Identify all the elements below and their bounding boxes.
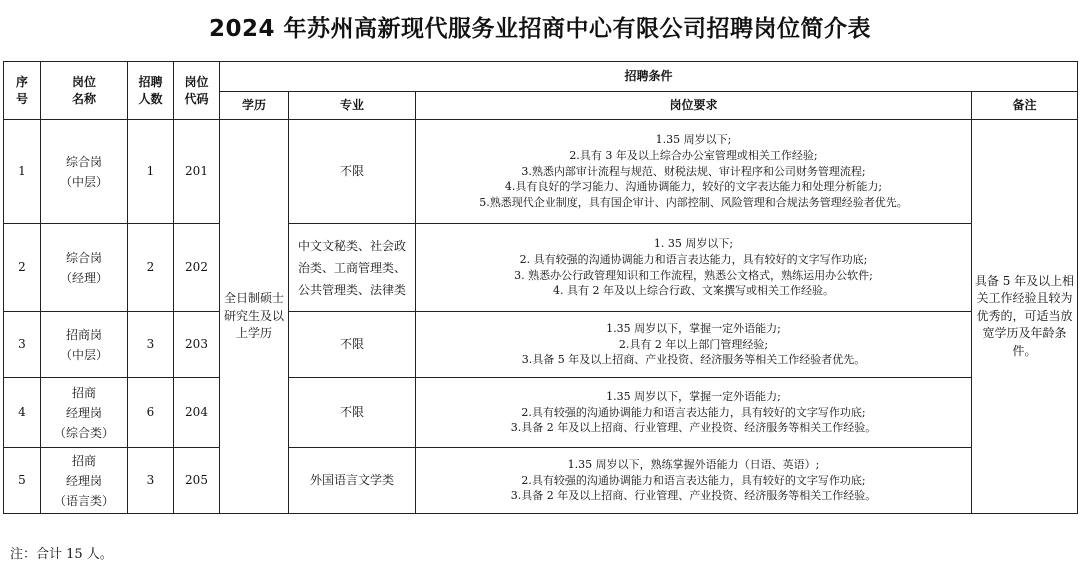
major-cell: 不限 [289,312,416,378]
headcount-cell: 3 [128,312,174,378]
code-cell: 203 [174,312,220,378]
header-remarks: 备注 [972,92,1078,120]
footnote: 注：合计 15 人。 [10,547,113,562]
headcount-cell: 1 [128,120,174,224]
table-row [4,224,1078,312]
headcount-cell: 2 [128,224,174,312]
requirements-cell: 1.35 周岁以下; 2.具有 3 年及以上综合办公室管理或相关工作经验; 3.熟悉内部审计流程与规范、财税法规、审计程序和公司财务管理流程; 4.具有良好的学习能力、沟通协调能力，较好的文字表达能力和处理分析能力; 5.熟悉现代企业制度，具有国企审计、内部控制、风险管理和合规法务管理经验者优先。 [416,120,972,224]
seq-cell: 1 [4,120,41,224]
page-title: 2024 年苏州高新现代服务业招商中心有限公司招聘岗位简介表 [208,16,872,42]
code-cell: 204 [174,378,220,448]
seq-cell: 5 [4,448,41,514]
header-row-top [4,62,1078,92]
remarks-cell: 具备 5 年及以上相关工作经验且较为优秀的，可适当放宽学历及年龄条件。 [972,120,1078,514]
major-cell: 外国语言文学类 [289,448,416,514]
seq-cell: 4 [4,378,41,448]
headcount-cell: 6 [128,378,174,448]
requirements-cell: 1.35 周岁以下，掌握一定外语能力; 2.具有 2 年以上部门管理经验; 3.具备 5 年及以上招商、产业投资、经济服务等相关工作经验者优先。 [416,312,972,378]
seq-cell: 2 [4,224,41,312]
requirements-cell: 1.35 周岁以下，掌握一定外语能力; 2.具有较强的沟通协调能力和语言表达能力，具有较好的文字写作功底; 3.具备 2 年及以上招商、行业管理、产业投资、经济服务等相关工作经验。 [416,378,972,448]
header-headcount: 招聘 人数 [128,62,174,120]
requirements-cell: 1. 35 周岁以下; 2. 具有较强的沟通协调能力和语言表达能力，具有较好的文字写作功底; 3. 熟悉办公行政管理知识和工作流程，熟悉公文格式，熟练运用办公软件; 4. 具有 2 年及以上综合行政、文案撰写或相关工作经验。 [416,224,972,312]
table-row [4,448,1078,514]
position-name-cell: 综合岗 （中层） [41,120,128,224]
position-name-cell: 招商岗 （中层） [41,312,128,378]
header-education: 学历 [220,92,289,120]
recruitment-table [3,61,1078,514]
table-row [4,120,1078,224]
code-cell: 201 [174,120,220,224]
header-requirements: 岗位要求 [416,92,972,120]
header-major: 专业 [289,92,416,120]
header-position-code: 岗位 代码 [174,62,220,120]
major-cell: 不限 [289,378,416,448]
table-row [4,378,1078,448]
table-row [4,312,1078,378]
header-position-name: 岗位 名称 [41,62,128,120]
header-conditions: 招聘条件 [220,62,1078,92]
position-name-cell: 招商 经理岗 （语言类） [41,448,128,514]
code-cell: 202 [174,224,220,312]
major-cell: 不限 [289,120,416,224]
header-seq: 序 号 [4,62,41,120]
major-cell: 中文文秘类、社会政治类、工商管理类、公共管理类、法律类 [289,224,416,312]
requirements-cell: 1.35 周岁以下，熟练掌握外语能力（日语、英语）; 2.具有较强的沟通协调能力和语言表达能力，具有较好的文字写作功底; 3.具备 2 年及以上招商、行业管理、产业投资、经济服务等相关工作经验。 [416,448,972,514]
seq-cell: 3 [4,312,41,378]
headcount-cell: 3 [128,448,174,514]
code-cell: 205 [174,448,220,514]
position-name-cell: 招商 经理岗 （综合类） [41,378,128,448]
education-cell: 全日制硕士研究生及以上学历 [220,120,289,514]
position-name-cell: 综合岗 （经理） [41,224,128,312]
